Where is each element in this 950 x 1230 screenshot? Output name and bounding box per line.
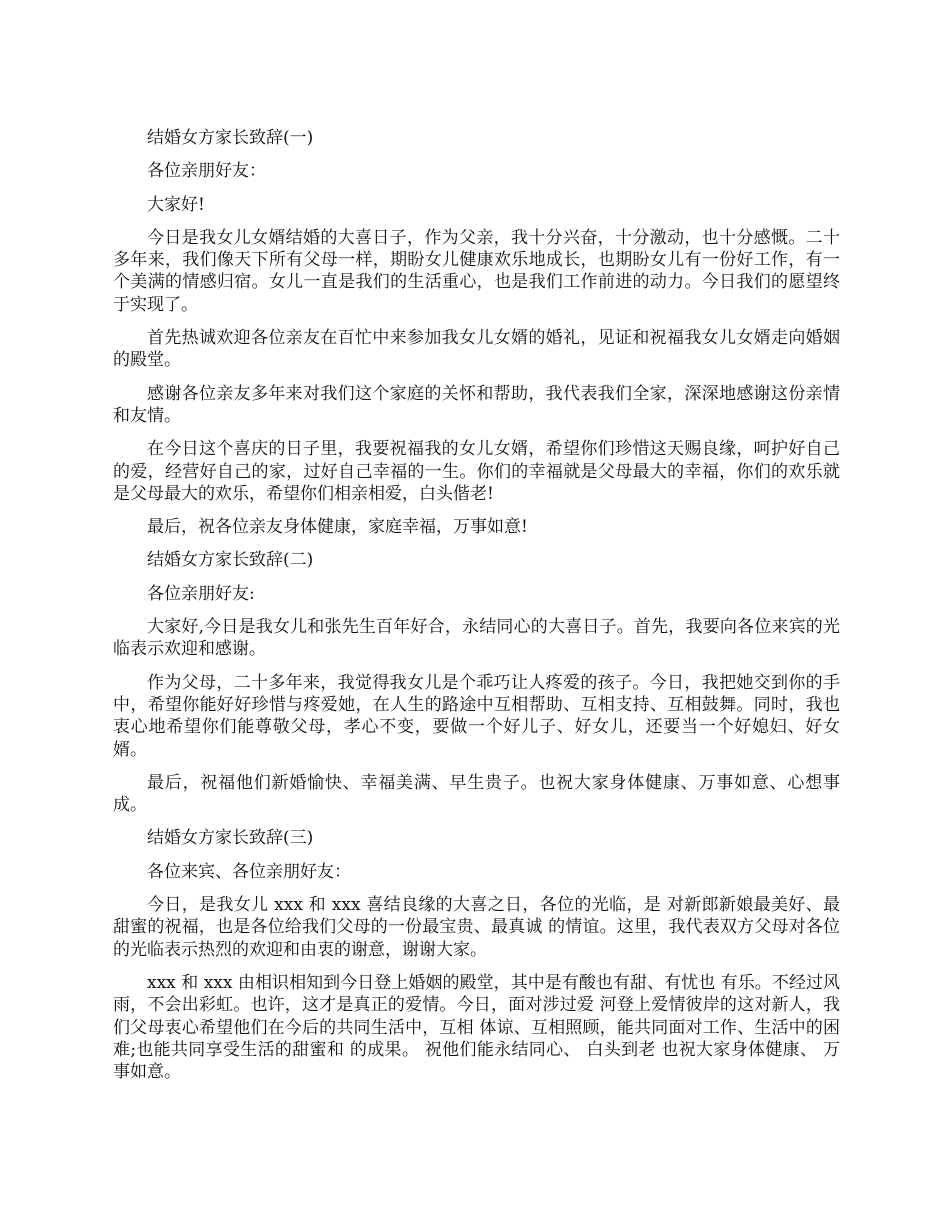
body-paragraph: 感谢各位亲友多年来对我们这个家庭的关怀和帮助，我代表我们全家，深深地感谢这份亲情和友情。 — [113, 383, 840, 426]
closing-paragraph-2: 最后，祝福他们新婚愉快、幸福美满、早生贵子。也祝大家身体健康、万事如意、心想事成。 — [113, 772, 840, 816]
salutation-1: 各位亲朋好友： — [147, 161, 266, 182]
salutation-2: 各位亲朋好友: — [147, 583, 255, 604]
body-paragraph: 首先热诚欢迎各位亲友在百忙中来参加我女儿女婿的婚礼，见证和祝福我女儿女婿走向婚姻的殿堂。 — [113, 328, 840, 371]
body-paragraph: 今日，是我女儿 xxx 和 xxx 喜结良缘的大喜之日，各位的光临，是 对新郎新娘最美好、最甜蜜的祝福，也是各位给我们父母的一份最宝贵、最真诚 的情谊。这里，我代表双方父母对各位的光临表示热烈的欢迎和由衷的谢意，谢谢大家。 — [113, 895, 840, 960]
section-title-3: 结婚女方家长致辞(三) — [147, 828, 314, 849]
body-paragraph: 在今日这个喜庆的日子里，我要祝福我的女儿女婿，希望你们珍惜这天赐良缘，呵护好自己的爱，经营好自己的家，过好自己幸福的一生。你们的幸福就是父母最大的幸福，你们的欢乐就是父母最大的欢乐，希望你们相亲相爱，白头偕老! — [113, 439, 840, 504]
section-title-1: 结婚女方家长致辞(一) — [147, 128, 314, 148]
closing-paragraph-1: 最后，祝各位亲友身体健康，家庭幸福，万事如意! — [147, 517, 528, 538]
body-paragraph: 今日是我女儿女婿结婚的大喜日子，作为父亲，我十分兴奋，十分激动，也十分感慨。二十多年来，我们像天下所有父母一样，期盼女儿健康欢乐地成长，也期盼女儿有一份好工作，有一个美满的情感归宿。女儿一直是我们的生活重心，也是我们工作前进的动力。今日我们的愿望终于实现了。 — [113, 227, 840, 315]
body-paragraph: xxx 和 xxx 由相识相知到今日登上婚姻的殿堂，其中是有酸也有甜、有忧也 有乐。不经过风雨，不会出彩虹。也许，这才是真正的爱情。今日，面对涉过爱 河登上爱情彼岸的这对新人，我们父母衷心希望他们在今后的共同生活中，互相 体谅、互相照顾，能共同面对工作、生活中的困难;也能共同享受生活的甜蜜和 的成果。 祝他们能永结同心、 白头到老 也祝大家身体健康、 万事如意。 — [113, 972, 840, 1083]
body-paragraph: 大家好,今日是我女儿和张先生百年好合，永结同心的大喜日子。首先，我要向各位来宾的光临表示欢迎和感谢。 — [113, 617, 840, 660]
salutation-3: 各位来宾、各位亲朋好友： — [147, 861, 351, 882]
greeting-1: 大家好! — [147, 194, 205, 215]
body-paragraph: 作为父母，二十多年来，我觉得我女儿是个乖巧让人疼爱的孩子。今日，我把她交到你的手中，希望你能好好珍惜与疼爱她，在人生的路途中互相帮助、互相支持、互相鼓舞。同时，我也衷心地希望你们能尊敬父母，孝心不变，要做一个好儿子、好女儿，还要当一个好媳妇、好女婿。 — [113, 672, 840, 760]
section-title-2: 结婚女方家长致辞(二) — [147, 550, 314, 571]
document-page — [113, 127, 840, 1094]
